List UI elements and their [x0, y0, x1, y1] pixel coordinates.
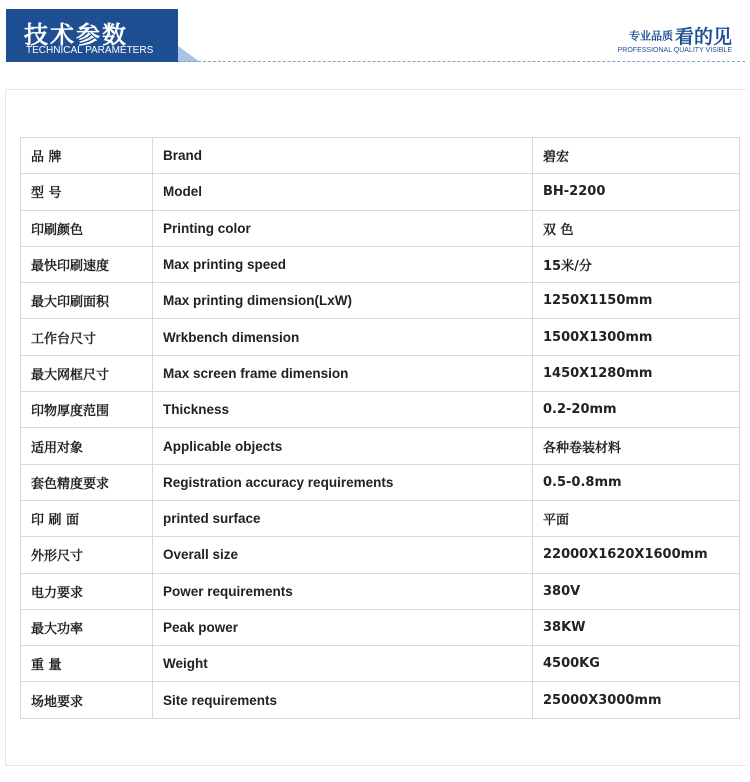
spec-value: 15米/分: [533, 246, 740, 282]
spec-value: 38KW: [533, 609, 740, 645]
spec-value: 0.5-0.8mm: [533, 464, 740, 500]
spec-label-en: Weight: [153, 646, 533, 682]
spec-label-cn: 重 量: [21, 646, 153, 682]
spec-label-en: Printing color: [153, 210, 533, 246]
table-row: [21, 573, 740, 609]
table-row: [21, 500, 740, 536]
badge-tail-decoration: [178, 46, 200, 62]
spec-label-en: Wrkbench dimension: [153, 319, 533, 355]
spec-label-cn: 品 牌: [21, 138, 153, 174]
spec-label-en: Brand: [153, 138, 533, 174]
table-row: [21, 283, 740, 319]
table-row: [21, 210, 740, 246]
spec-value: 380V: [533, 573, 740, 609]
table-row: [21, 464, 740, 500]
header-dashed-divider: [178, 61, 745, 62]
spec-value: 各种卷装材料: [533, 428, 740, 464]
table-row: [21, 319, 740, 355]
spec-label-en: Max printing dimension(LxW): [153, 283, 533, 319]
slogan-small: 专业品质: [628, 29, 673, 43]
spec-value: 1450X1280mm: [533, 355, 740, 391]
spec-label-cn: 印 刷 面: [21, 500, 153, 536]
section-title-en: TECHNICAL PARAMETERS: [26, 45, 154, 56]
slogan-big: 看的见: [674, 26, 732, 48]
spec-label-cn: 套色精度要求: [21, 464, 153, 500]
spec-label-cn: 印刷颜色: [21, 210, 153, 246]
table-row: [21, 138, 740, 174]
section-title-cn: 技术参数: [24, 21, 128, 49]
table-row: [21, 609, 740, 645]
spec-label-cn: 最大网框尺寸: [21, 355, 153, 391]
spec-label-en: Model: [153, 174, 533, 210]
spec-value: 碧宏: [533, 138, 740, 174]
spec-label-en: Max printing speed: [153, 246, 533, 282]
spec-value: 25000X3000mm: [533, 682, 740, 718]
spec-label-cn: 电力要求: [21, 573, 153, 609]
spec-label-cn: 适用对象: [21, 428, 153, 464]
spec-label-cn: 外形尺寸: [21, 537, 153, 573]
spec-label-en: Max screen frame dimension: [153, 355, 533, 391]
spec-label-cn: 最大功率: [21, 609, 153, 645]
spec-label-en: printed surface: [153, 500, 533, 536]
table-row: [21, 537, 740, 573]
table-row: [21, 355, 740, 391]
spec-label-en: Thickness: [153, 392, 533, 428]
spec-label-cn: 场地要求: [21, 682, 153, 718]
slogan: [629, 22, 732, 49]
spec-value: 1250X1150mm: [533, 283, 740, 319]
table-row: [21, 682, 740, 718]
slogan-en: PROFESSIONAL QUALITY VISIBLE: [617, 47, 732, 54]
spec-label-en: Registration accuracy requirements: [153, 464, 533, 500]
spec-label-cn: 最大印刷面积: [21, 283, 153, 319]
table-row: [21, 174, 740, 210]
spec-label-en: Applicable objects: [153, 428, 533, 464]
spec-label-cn: 型 号: [21, 174, 153, 210]
spec-value: 22000X1620X1600mm: [533, 537, 740, 573]
spec-table-body: [21, 138, 740, 719]
spec-label-en: Peak power: [153, 609, 533, 645]
spec-label-cn: 最快印刷速度: [21, 246, 153, 282]
spec-label-en: Overall size: [153, 537, 533, 573]
spec-value: BH-2200: [533, 174, 740, 210]
spec-value: 平面: [533, 500, 740, 536]
spec-label-en: Site requirements: [153, 682, 533, 718]
spec-value: 1500X1300mm: [533, 319, 740, 355]
spec-panel: [5, 89, 746, 766]
spec-label-cn: 工作台尺寸: [21, 319, 153, 355]
spec-label-en: Power requirements: [153, 573, 533, 609]
spec-value: 双 色: [533, 210, 740, 246]
spec-value: 0.2-20mm: [533, 392, 740, 428]
spec-table: [20, 137, 740, 719]
table-row: [21, 646, 740, 682]
spec-label-cn: 印物厚度范围: [21, 392, 153, 428]
table-row: [21, 246, 740, 282]
spec-value: 4500KG: [533, 646, 740, 682]
table-row: [21, 392, 740, 428]
table-row: [21, 428, 740, 464]
section-title-badge: [6, 9, 178, 62]
